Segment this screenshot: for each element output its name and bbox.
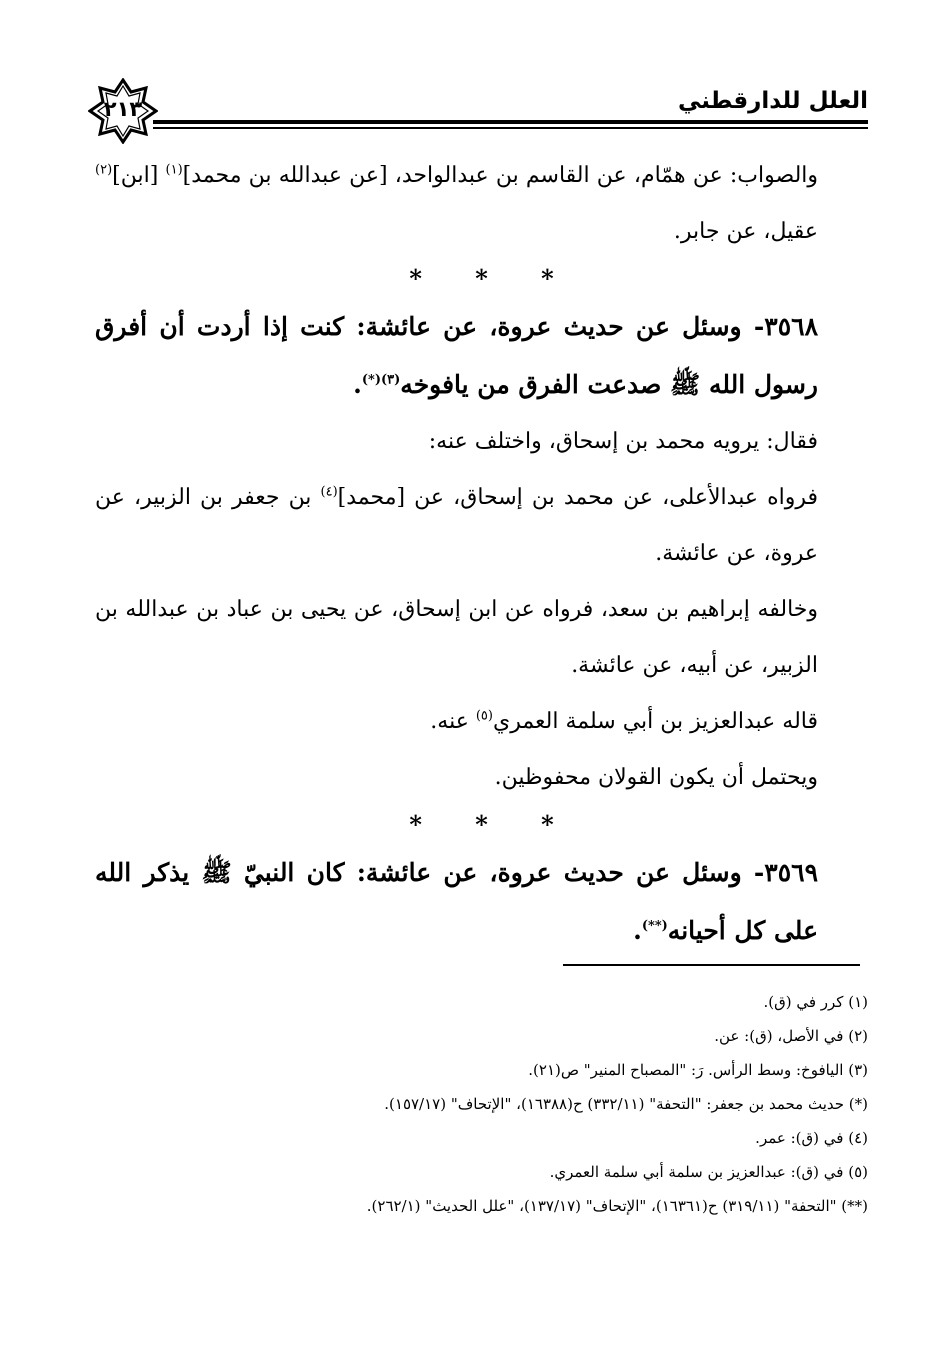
text-run: .	[353, 370, 362, 399]
paragraph-rawahu	[95, 470, 868, 582]
text-run: رسول الله ﷺ صدعت الفرق من يافوخه	[400, 370, 818, 399]
footnote-ref: (٢)	[95, 162, 113, 178]
main-text	[95, 148, 868, 960]
text-run: ٣٥٦٨- وسئل عن حديث عروة، عن عائشة: كنت إذا أردت أن أفرق	[95, 312, 818, 341]
footnote-double-star: (**) "التحفة" (٣١٩/١١) ح(١٦٣٦١)، "الإتحاف" (١٣٧/١٧)، "علل الحديث" (٢٦٢/١).	[366, 1197, 868, 1215]
paragraph-khalafahu: وخالفه إبراهيم بن سعد، فرواه عن ابن إسحاق، عن يحيى بن عباد بن عبدالله بن الزبير، عن أبيه، عن عائشة.	[95, 597, 818, 678]
footnote-2: (٢) في الأصل، (ق): عن.	[714, 1027, 868, 1045]
footnote-ref: (**)	[641, 918, 668, 934]
page-number: ٢١٣	[103, 97, 143, 121]
header-rule-thin	[153, 127, 868, 129]
paragraph-faqal: فقال: يرويه محمد بن إسحاق، واختلف عنه:	[428, 429, 818, 454]
footnote-5: (٥) في (ق): عبدالعزيز بن سلمة أبي سلمة العمري.	[549, 1163, 868, 1181]
section-separator: * * *	[409, 264, 554, 293]
text-run: عنه.	[430, 709, 476, 734]
book-title: العلل للدارقطني	[678, 88, 868, 114]
text-run: عقيل، عن جابر.	[673, 219, 818, 244]
paragraph-yahtamil: ويحتمل أن يكون القولان محفوظين.	[494, 765, 818, 790]
footnote-separator	[563, 964, 860, 966]
footnote-4: (٤) في (ق): عمر.	[755, 1129, 868, 1147]
footnote-ref: (١)	[165, 162, 183, 178]
footnote-star: (*) حديث محمد بن جعفر: "التحفة" (٣٣٢/١١) ح(١٦٣٨٨)، "الإتحاف" (١٥٧/١٧).	[384, 1095, 868, 1113]
footnote-ref: (٤)	[320, 484, 338, 500]
footnotes	[95, 985, 868, 1223]
text-run: فرواه عبدالأعلى، عن محمد بن إسحاق، عن [محمد]	[337, 485, 818, 510]
question-3568	[95, 298, 868, 414]
text-run: بن جعفر بن الزبير، عن عروة، عن عائشة.	[95, 485, 818, 566]
text-run: قاله عبدالعزيز بن أبي سلمة العمري	[492, 709, 818, 734]
text-run: [ابن]	[112, 163, 159, 188]
text-run: .	[633, 916, 642, 945]
question-3569	[95, 844, 868, 960]
footnote-ref: (٥)	[475, 708, 493, 724]
header-rule-thick	[153, 120, 868, 124]
text-run: ٣٥٦٩- وسئل عن حديث عروة، عن عائشة: كان النبيّ ﷺ يذكر الله على كل أحيانه	[95, 858, 818, 945]
section-separator: * * *	[409, 810, 554, 839]
running-header	[88, 78, 868, 144]
footnote-ref: (٣)(*)	[361, 372, 401, 388]
page-number-ornament	[88, 78, 158, 144]
paragraph-sawab	[95, 148, 868, 260]
paragraph-qalahu	[95, 694, 868, 750]
text-run: والصواب: عن همّام، عن القاسم بن عبدالواحد، [عن عبدالله بن محمد]	[182, 163, 819, 188]
footnote-3: (٣) اليافوخ: وسط الرأس. رَ: "المصباح المنير" ص(٢١).	[528, 1061, 868, 1079]
footnote-1: (١) كرر في (ق).	[763, 993, 868, 1011]
